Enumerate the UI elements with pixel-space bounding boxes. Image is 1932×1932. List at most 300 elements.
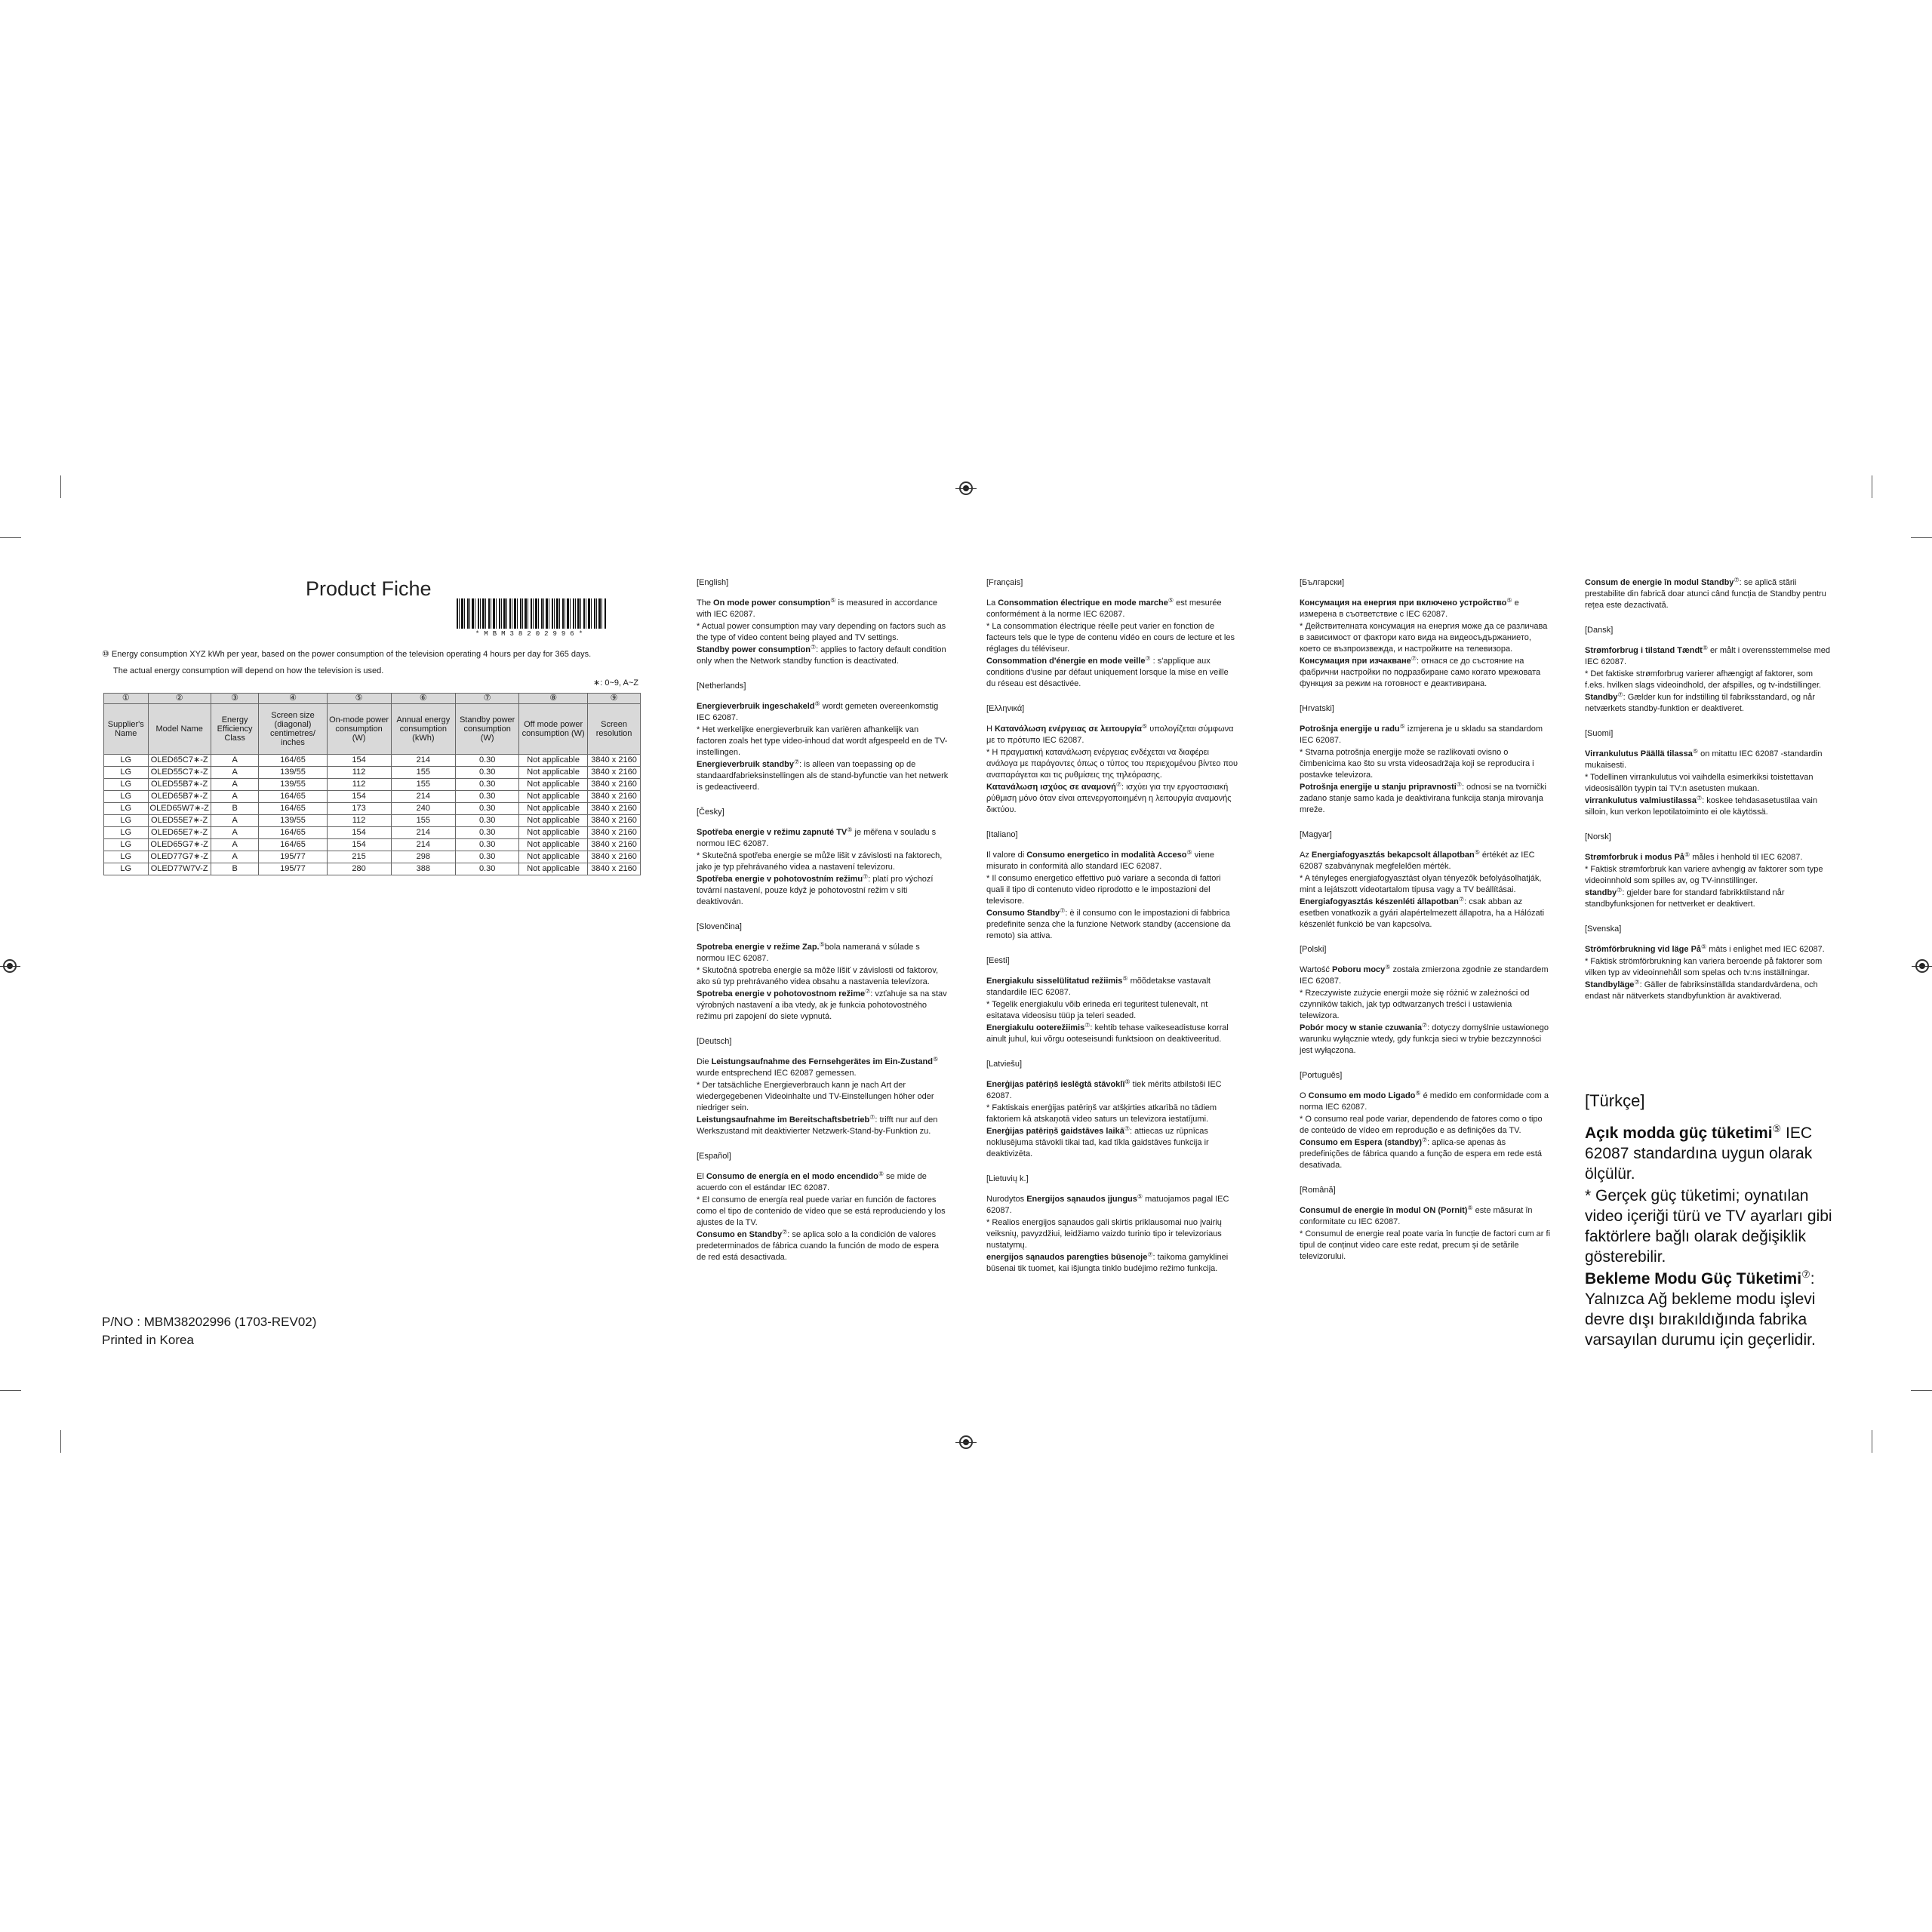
table-cell: LG [104,814,149,826]
bold-term: Enerģijas patēriņš gaidstāves laikā [986,1127,1124,1136]
bold-term: Consumo en Standby [697,1230,783,1239]
bold-term: Energiakulu sisselülitatud režiimis [986,977,1123,986]
language-section [697,807,949,908]
reference-mark: ⑤ [1684,851,1690,858]
text-run: is measured in accordance with IEC 62087. [697,598,937,619]
table-cell: Not applicable [519,802,588,814]
language-section [1300,1185,1552,1263]
bold-term: Strömförbrukning vid läge På [1585,945,1702,954]
reference-mark: ⑦ [1422,1022,1428,1029]
column-number: ② [148,694,211,704]
bold-term: On mode power consumption [713,598,831,608]
text-run: : dotyczy domyślnie ustawionego warunku wyłącznie wtedy, gdy funkcja sieci w trybie bezczynności jest wyłączona. [1300,1023,1549,1055]
section-paragraph [1585,1186,1845,1267]
table-cell: Not applicable [519,814,588,826]
section-paragraph [1300,964,1552,987]
text-run: : trifft nur auf den Werkszustand mit deaktivierter Netzwerk-Stand-by-Funktion zu. [697,1115,938,1136]
text-run: została zmierzona zgodnie ze standardem IEC 62087. [1300,965,1549,986]
section-paragraph [1300,1137,1552,1171]
reference-mark: ⑦ [1124,1125,1130,1132]
column-header: On-mode power consumption (W) [327,703,391,754]
column-number: ④ [259,694,327,704]
table-cell: 155 [391,814,456,826]
section-paragraph [1585,795,1834,818]
table-cell: Not applicable [519,778,588,790]
reference-mark: ⑤ [1692,748,1699,755]
section-paragraph [986,1079,1239,1102]
bold-term: virrankulutus valmiustilassa [1585,796,1697,805]
language-section [1300,829,1552,931]
reference-mark: ⑤ [1701,943,1707,950]
table-row [104,766,641,778]
table-cell: 3840 x 2160 [588,778,641,790]
table-row [104,863,641,875]
table-cell: Not applicable [519,790,588,802]
section-paragraph [697,827,949,850]
language-section [697,1036,949,1137]
language-section [986,703,1239,816]
section-paragraph [1585,1123,1845,1184]
bold-term: Consumo Standby [986,909,1060,918]
section-heading: [Dansk] [1585,626,1614,635]
section-paragraph [1300,621,1552,655]
section-heading: [Română] [1300,1186,1336,1195]
text-run: υπολογίζεται σύμφωνα με το πρότυπο IEC 62087. [986,724,1234,745]
section-heading: [Slovenčina] [697,922,742,931]
table-cell: LG [104,778,149,790]
table-cell: 0.30 [456,838,519,851]
text-run: * A tényleges energiafogyasztást olyan tényezők befolyásolhatják, mint a lejátszott videotartalom típusa vagy a TV beállításai. [1300,874,1542,894]
table-cell: 164/65 [259,826,327,838]
bold-term: Consumo em Espera (standby) [1300,1138,1422,1147]
bold-term: Açık modda güç tüketimi [1585,1124,1773,1142]
language-section [697,1151,949,1263]
column-number: ⑦ [456,694,519,704]
text-run: IEC 62087 standardına uygun olarak ölçülür. [1585,1124,1813,1183]
section-heading: [Česky] [697,808,724,817]
section-paragraph [1300,988,1552,1022]
language-section [986,829,1239,942]
text-run: * Consumul de energie real poate varia în funcție de factori cum ar fi tipul de conținut video care este redat, precum și de setările televizorului. [1300,1229,1551,1261]
section-paragraph [1585,772,1834,795]
table-cell: Not applicable [519,851,588,863]
reference-mark: ⑦ [1634,979,1640,986]
section-paragraph [1585,645,1834,668]
section-paragraph [986,747,1239,781]
table-cell: LG [104,863,149,875]
reference-mark: ⑦ [1617,887,1623,894]
bold-term: Energiafogyasztás bekapcsolt állapotban [1311,851,1475,860]
section-heading: [Suomi] [1585,729,1614,738]
column-header: Model Name [148,703,211,754]
reference-mark: ⑤ [1168,597,1174,604]
reference-mark: ⑤ [1702,645,1708,651]
language-section [1585,577,1834,611]
table-cell: Not applicable [519,826,588,838]
table-cell: 154 [327,826,391,838]
section-paragraph [697,759,949,793]
language-section [986,1059,1239,1160]
reference-mark: ⑦ [1147,1251,1153,1258]
text-run: е измерена в съответствие с IEC 62087. [1300,598,1519,619]
table-cell: A [211,851,259,863]
table-row [104,802,641,814]
table-cell: 3840 x 2160 [588,826,641,838]
table-cell: 112 [327,814,391,826]
table-cell: LG [104,802,149,814]
text-run: viene misurato in conformità allo standard IEC 62087. [986,851,1215,871]
reference-mark: ⑦ [1458,896,1465,903]
section-paragraph [697,724,949,758]
text-run: izmjerena je u skladu sa standardom IEC 62087. [1300,724,1543,745]
section-paragraph [697,621,949,644]
printed-in: Printed in Korea [102,1333,194,1347]
text-column-4 [1585,577,1834,1016]
text-column-1 [697,577,949,1277]
section-paragraph [1585,888,1834,910]
section-paragraph [1300,897,1552,931]
section-paragraph [986,1126,1239,1160]
bold-term: Consum de energie în modul Standby [1585,578,1734,587]
section-paragraph [1300,873,1552,896]
section-paragraph [1300,724,1552,746]
barcode [457,598,606,638]
section-paragraph [986,621,1239,655]
reference-mark: ⑤ [1122,975,1128,982]
reference-mark: ⑤ [1772,1123,1782,1134]
table-cell: OLED65C7∗-Z [148,754,211,766]
table-cell: 154 [327,838,391,851]
section-paragraph [697,1115,949,1137]
section-heading: [Magyar] [1300,830,1332,839]
table-cell: A [211,838,259,851]
text-run: : vzťahuje sa na stav výrobných nastavení a iba vtedy, ak je funkcia pohotovostného režimu pri zapojení do siete vypnutá. [697,989,947,1021]
crop-mark [0,1390,21,1391]
table-cell: LG [104,766,149,778]
table-cell: 164/65 [259,838,327,851]
text-run: : s'applique aux conditions d'usine par défaut uniquement lorsque la mise en veille du réseau est désactivée. [986,657,1229,688]
table-cell: A [211,790,259,802]
table-cell: 0.30 [456,754,519,766]
section-paragraph [986,1252,1239,1275]
text-run: * Gerçek güç tüketimi; oynatılan video içeriği türü ve TV ayarları gibi faktörlere bağlı olarak değişiklik gösterebilir. [1585,1187,1832,1266]
reference-mark: ⑤ [819,941,825,948]
section-heading: [Svenska] [1585,924,1622,934]
table-cell: 155 [391,766,456,778]
reference-mark: ⑦ [869,1114,875,1121]
table-cell: OLED65E7∗-Z [148,826,211,838]
energy-note: ⑩ Energy consumption XYZ kWh per year, based on the power consumption of the television operating 4 hours per day for 365 days. [102,650,592,659]
reference-mark: ⑦ [810,644,817,651]
section-paragraph [986,999,1239,1022]
text-run: értékét az IEC 62087 szabványnak megfelelően mérték. [1300,851,1535,871]
text-run: : applies to factory default condition only when the Network standby function is deactivated. [697,645,946,666]
section-paragraph [1585,944,1834,955]
text-run: * Faktisk strømforbruk kan variere avhengig av faktorer som type videoinnhold som spilles av, og TV-innstillinger. [1585,865,1823,885]
section-heading: [Norsk] [1585,832,1611,841]
reference-mark: ⑤ [1385,964,1391,971]
column-number: ⑨ [588,694,641,704]
section-paragraph [697,701,949,724]
reference-mark: ⑤ [1124,1078,1131,1085]
table-cell: Not applicable [519,766,588,778]
reference-mark: ⑦ [1060,907,1066,914]
text-run: mäts i enlighet med IEC 62087. [1706,945,1825,954]
text-run: O [1300,1091,1309,1100]
table-cell: 112 [327,766,391,778]
language-section [1300,577,1552,690]
text-run: * Stvarna potrošnja energije može se razlikovati ovisno o čimbenicima kao što su vrsta videosadržaja koji se reproducira i postavke televizora. [1300,748,1534,780]
bold-term: Energijos sąnaudos įjungus [1026,1195,1137,1204]
language-section [1585,625,1834,715]
text-run: wordt gemeten overeenkomstig IEC 62087. [697,702,939,722]
section-heading: [Italiano] [986,830,1018,839]
table-cell: 3840 x 2160 [588,802,641,814]
bold-term: Κατανάλωση ενέργειας σε λειτουργία [995,724,1142,734]
text-run: : Gælder kun for indstilling til fabriksstandard, og når netværkets standby-funktion er deaktiveret. [1585,693,1815,713]
bold-term: Virrankulutus Päällä tilassa [1585,749,1693,758]
text-run: : platí pro výchozí tovární nastavení, pouze když je pohotovostní režim v síti deaktivován. [697,875,934,906]
bold-term: Spotřeba energie v pohotovostním režimu [697,875,863,884]
section-heading: [Deutsch] [697,1037,732,1046]
column-number-row [104,694,641,704]
section-paragraph [697,874,949,908]
column-number: ⑧ [519,694,588,704]
table-cell: Not applicable [519,754,588,766]
text-run: este măsurat în conformitate cu IEC 62087. [1300,1206,1533,1226]
text-run: * Faktiskais enerģijas patēriņš var atšķirties atkarībā no tādiem faktoriem kā atskaņotā video saturs un televizora iestatījumi. [986,1103,1217,1124]
table-cell: 3840 x 2160 [588,766,641,778]
text-run: : se aplica solo a la condición de valores predeterminados de fábrica cuando la función de modo de espera de red está desactivada. [697,1230,940,1262]
text-run: bola nameraná v súlade s normou IEC 62087. [697,943,920,963]
bold-term: Κατανάλωση ισχύος σε αναμονή [986,783,1116,792]
section-heading: [Netherlands] [697,681,746,691]
text-run: * La consommation électrique réelle peut varier en fonction de facteurs tels que le type de contenu vidéo en cours de lecture et les réglages du téléviseur. [986,622,1235,654]
section-paragraph [1585,956,1834,979]
bold-term: Консумация при изчакване [1300,657,1411,666]
column-header: Screen size (diagonal) centimetres/ inches [259,703,327,754]
reference-mark: ⑤ [1415,1090,1421,1097]
language-section [986,1174,1239,1275]
text-run: * Todellinen virrankulutus voi vaihdella esimerkiksi toistettavan videosisällön tyypin tai TV:n asetusten mukaan. [1585,773,1814,793]
reference-mark: ⑦ [1456,781,1462,788]
reference-mark: ⑤ [814,700,820,707]
barcode-text: *MBM38202996* [475,630,588,638]
table-body [104,754,641,875]
table-cell: 139/55 [259,766,327,778]
bold-term: Spotreba energie v pohotovostnom režime [697,989,866,998]
text-run: The [697,598,714,608]
bold-term: Strømforbrug i tilstand Tændt [1585,646,1703,655]
text-run: wurde entsprechend IEC 62087 gemessen. [697,1069,857,1078]
table-cell: 112 [327,778,391,790]
table-cell: LG [104,838,149,851]
text-run: : Yalnızca Ağ bekleme modu işlevi devre dışı bırakıldığında fabrika varsayılan durumu için geçerlidir. [1585,1270,1816,1349]
section-paragraph [1585,749,1834,771]
bold-term: energijos sąnaudos parengties būsenoje [986,1253,1148,1262]
table-cell: 0.30 [456,863,519,875]
bold-term: Standby power consumption [697,645,811,654]
text-run: tiek mērīts atbilstoši IEC 62087. [986,1080,1222,1100]
bold-term: Consumo energetico in modalità Acceso [1026,851,1187,860]
section-paragraph [1585,577,1834,611]
column-number: ⑤ [327,694,391,704]
section-paragraph [1300,747,1552,781]
section-paragraph [986,873,1239,907]
bold-term: standby [1585,888,1617,897]
table-cell: LG [104,790,149,802]
turkish-section [1585,1091,1845,1352]
part-number: P/NO : MBM38202996 (1703-REV02) [102,1315,317,1329]
language-section [1300,944,1552,1057]
table-cell: 240 [391,802,456,814]
text-run: El [697,1172,706,1181]
section-paragraph [1300,656,1552,690]
text-run: on mitattu IEC 62087 -standardin mukaisesti. [1585,749,1823,770]
text-run: * Det faktiske strømforbrug varierer afhængigt af faktorer, som f.eks. hvilken slags videoindhold, der afspilles, og tv-indstillinger. [1585,669,1822,690]
bold-term: Enerģijas patēriņš ieslēgtā stāvoklī [986,1080,1125,1089]
section-paragraph [986,1103,1239,1125]
table-cell: B [211,802,259,814]
section-paragraph [1300,1205,1552,1228]
bold-term: Energieverbruik standby [697,760,794,769]
bold-term: Bekleme Modu Güç Tüketimi [1585,1270,1802,1287]
table-cell: OLED65W7∗-Z [148,802,211,814]
barcode-bars [457,598,606,629]
text-run: * Der tatsächliche Energieverbrauch kann je nach Art der wiedergegebenen Videoinhalte und TV-Einstellungen höher oder niedriger sein. [697,1081,934,1112]
text-run: : kehtib tehase vaikeseadistuse korral ainult juhul, kui võrgu ooteseisundi funktsioon on deaktiveeritud. [986,1023,1229,1044]
bold-term: Standbyläge [1585,980,1635,989]
section-heading: [Lietuvių k.] [986,1174,1029,1183]
section-paragraph [697,598,949,620]
bold-term: Spotreba energie v režime Zap. [697,943,820,952]
reference-mark: ⑦ [1411,655,1417,662]
product-table [103,693,641,875]
text-run: * Rzeczywiste zużycie energii może się różnić w zależności od czynników takich, jak typ odtwarzanych treści i ustawienia telewizora. [1300,989,1530,1020]
text-run: : отнася се до състояние на фабрични настройки по подразбиране само когато мрежовата функция за режим на готовност е деактивирана. [1300,657,1541,688]
column-header: Standby power consumption (W) [456,703,519,754]
text-run: mõõdetakse vastavalt standardile IEC 62087. [986,977,1211,997]
text-run: matuojamos pagal IEC 62087. [986,1195,1229,1215]
table-cell: 155 [391,778,456,790]
table-cell: 195/77 [259,851,327,863]
text-run: : taikoma gamyklinei būsenai tik tuomet, kai išjungta tinklo budėjimo režimo funkcija. [986,1253,1229,1273]
table-cell: OLED55C7∗-Z [148,766,211,778]
reference-mark: ⑤ [1474,849,1480,856]
table-cell: 0.30 [456,802,519,814]
text-run: : ισχύει για την εργοστασιακή ρύθμιση μόνο όταν είναι απενεργοποιημένη η λειτουργία αναμονής δικτύου. [986,783,1232,814]
registration-mark-icon [3,959,17,973]
language-section [1585,832,1834,910]
reference-mark: ⑤ [847,826,853,833]
table-cell: Not applicable [519,838,588,851]
section-paragraph [697,1229,949,1263]
section-heading: [Français] [986,578,1023,587]
section-heading: [Ελληνικά] [986,704,1025,713]
bold-term: Pobór mocy w stanie czuwania [1300,1023,1422,1032]
section-paragraph [1585,852,1834,863]
text-column-3 [1300,577,1552,1276]
text-run: er målt i overensstemmelse med IEC 62087. [1585,646,1830,666]
section-paragraph [697,1080,949,1114]
text-run: * Действителната консумация на енергия може да се различава в зависимост от фактори като вида на видеосъдържанието, което се възпроизвежда, и настройките на телевизора. [1300,622,1548,654]
crop-mark [60,1430,61,1453]
text-run: måles i henhold til IEC 62087. [1690,853,1803,862]
bold-term: Potrošnja energije u stanju pripravnosti [1300,783,1457,792]
section-paragraph [1300,850,1552,872]
crop-mark [1911,1390,1932,1391]
table-cell: 0.30 [456,766,519,778]
text-run: : Gäller de fabriksinställda standardvärdena, och endast när nätverkets standbyfunktion är avaktiverad. [1585,980,1818,1001]
table-cell: B [211,863,259,875]
language-section [1585,728,1834,818]
language-section [986,577,1239,690]
text-run: Nurodytos [986,1195,1027,1204]
section-paragraph [697,1057,949,1079]
reference-mark: ⑦ [863,873,869,880]
section-paragraph [1300,1023,1552,1057]
language-section [697,921,949,1023]
table-cell: 298 [391,851,456,863]
bold-term: Poboru mocy [1332,965,1386,974]
column-header: Supplier's Name [104,703,149,754]
section-paragraph [986,1023,1239,1045]
text-run: est mesurée conformément à la norme IEC 62087. [986,598,1222,619]
column-number: ⑥ [391,694,456,704]
section-paragraph [1585,669,1834,691]
bold-term: Consumo de energía en el modo encendido [706,1172,878,1181]
table-cell: 3840 x 2160 [588,754,641,766]
section-paragraph [697,989,949,1023]
section-paragraph [1300,1114,1552,1137]
crop-mark [60,475,61,498]
reference-mark: ⑤ [1137,1193,1143,1200]
reference-mark: ⑤ [1506,597,1512,604]
text-run: * El consumo de energía real puede variar en función de factores como el tipo de contenido de vídeo que se está reproduciendo y los ajustes de la TV. [697,1195,946,1227]
text-run: : aplica-se apenas às predefinições de fábrica quando a função de espera em rede está desativada. [1300,1138,1543,1170]
text-run: * Realios energijos sąnaudos gali skirtis priklausomai nuo įvairių veiksnių, pavyzdžiui, leidžiamo vaizdo turinio tipo ir televizoriaus nustatymų. [986,1218,1222,1250]
section-paragraph [986,1194,1239,1217]
section-heading: [Español] [697,1152,731,1161]
section-paragraph [1300,782,1552,816]
text-run: * Skutečná spotřeba energie se může lišit v závislosti na faktorech, jako je typ přehrávaného videa a nastavení televizoru. [697,851,943,872]
section-heading: [Български] [1300,578,1345,587]
table-cell: 3840 x 2160 [588,851,641,863]
table-cell: OLED77W7V-Z [148,863,211,875]
text-run: é medido em conformidade com a norma IEC 62087. [1300,1091,1549,1112]
page-title: Product Fiche [306,577,432,600]
text-run: Η [986,724,995,734]
reference-mark: ⑤ [830,597,836,604]
bold-term: Consumul de energie în modul ON (Pornit) [1300,1206,1468,1215]
section-paragraph [1300,1229,1552,1263]
table-cell: 0.30 [456,826,519,838]
section-paragraph [986,724,1239,746]
table-cell: 3840 x 2160 [588,790,641,802]
text-run: La [986,598,998,608]
text-run: : koskee tehdasasetustilaa vain silloin, kun verkon lepotilatoiminto ei ole käytössä. [1585,796,1817,817]
energy-note-continued: The actual energy consumption will depend on how the television is used. [113,666,384,675]
table-row [104,814,641,826]
text-run: Az [1300,851,1312,860]
table-row [104,754,641,766]
text-run: : odnosi se na tvornički zadano stanje samo kada je deaktivirana funkcija stanja mirovanja mreže. [1300,783,1546,814]
table-row [104,851,641,863]
table-cell: 214 [391,826,456,838]
table-cell: 214 [391,838,456,851]
table-cell: 214 [391,754,456,766]
bold-term: Energiafogyasztás készenléti állapotban [1300,897,1459,906]
